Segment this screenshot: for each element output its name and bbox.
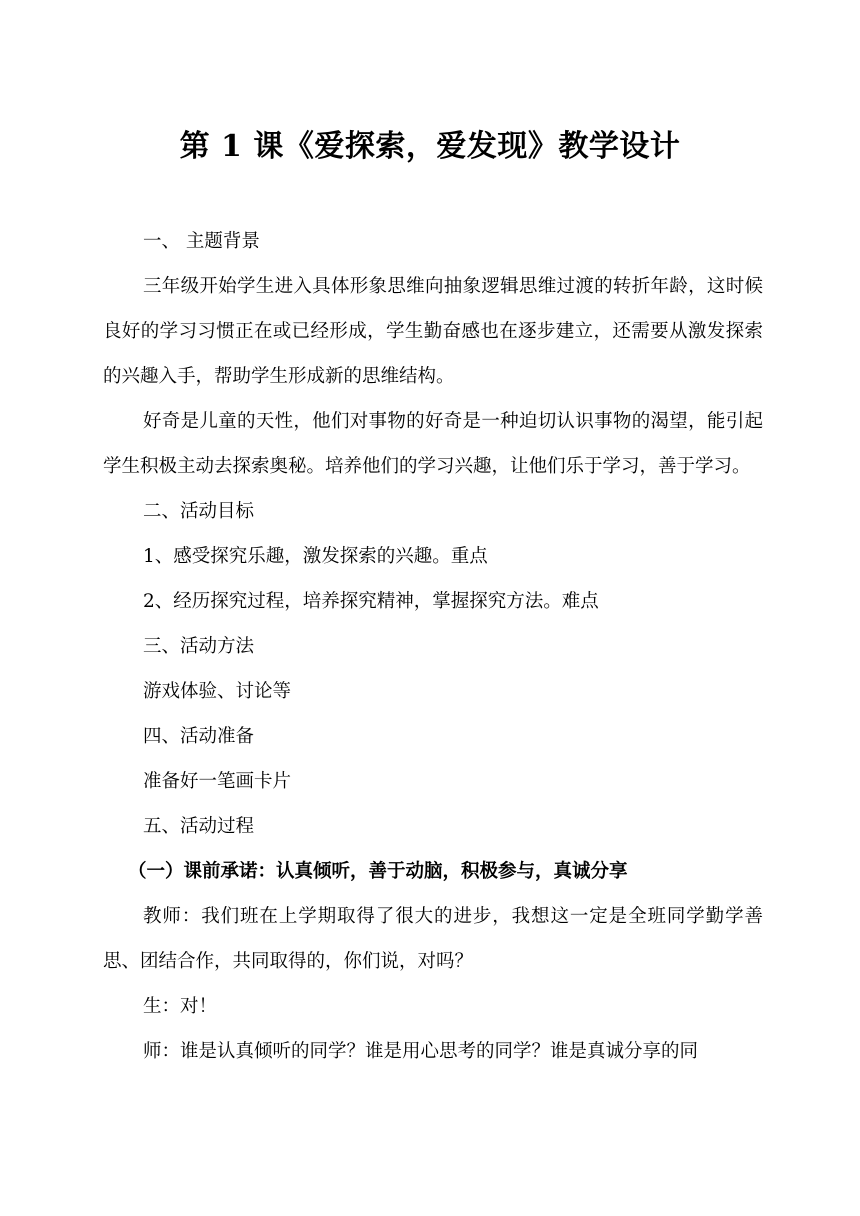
section-heading-preparation: 四、活动准备 (143, 726, 255, 747)
dialogue-teacher-1: 教师：我们班在上学期取得了很大的进步，我想这一定是全班同学勤学善思、团结合作，共同取得的，你们说，对吗？ (103, 906, 763, 972)
dialogue-student-1: 生：对！ (143, 996, 218, 1017)
methods-text: 游戏体验、讨论等 (143, 681, 292, 702)
paragraph-background-2: 好奇是儿童的天性，他们对事物的好奇是一种迫切认识事物的渴望，能引起学生积极主动去探索奥秘。培养他们的学习兴趣，让他们乐于学习，善于学习。 (103, 411, 763, 477)
goal-item-2: 2、经历探究过程，培养探究精神，掌握探究方法。难点 (143, 591, 599, 612)
section-heading-process: 五、活动过程 (143, 816, 255, 837)
document-body (103, 219, 763, 1074)
subsection-heading-commitment: （一）课前承诺：认真倾听，善于动脑，积极参与，真诚分享 (128, 861, 628, 882)
goal-item-1: 1、感受探究乐趣，激发探索的兴趣。重点 (143, 546, 488, 567)
section-heading-goals: 二、活动目标 (143, 501, 255, 522)
section-heading-background: 一、 主题背景 (143, 231, 260, 252)
paragraph-background-1: 三年级开始学生进入具体形象思维向抽象逻辑思维过渡的转折年龄，这时候良好的学习习惯正在或已经形成，学生勤奋感也在逐步建立，还需要从激发探索的兴趣入手，帮助学生形成新的思维结构。 (103, 276, 763, 387)
document-title: 第 1 课《爱探索，爱发现》教学设计 (179, 129, 681, 164)
preparation-text: 准备好一笔画卡片 (143, 771, 292, 792)
dialogue-teacher-2: 师：谁是认真倾听的同学？谁是用心思考的同学？谁是真诚分享的同 (143, 1041, 699, 1062)
section-heading-methods: 三、活动方法 (143, 636, 255, 657)
